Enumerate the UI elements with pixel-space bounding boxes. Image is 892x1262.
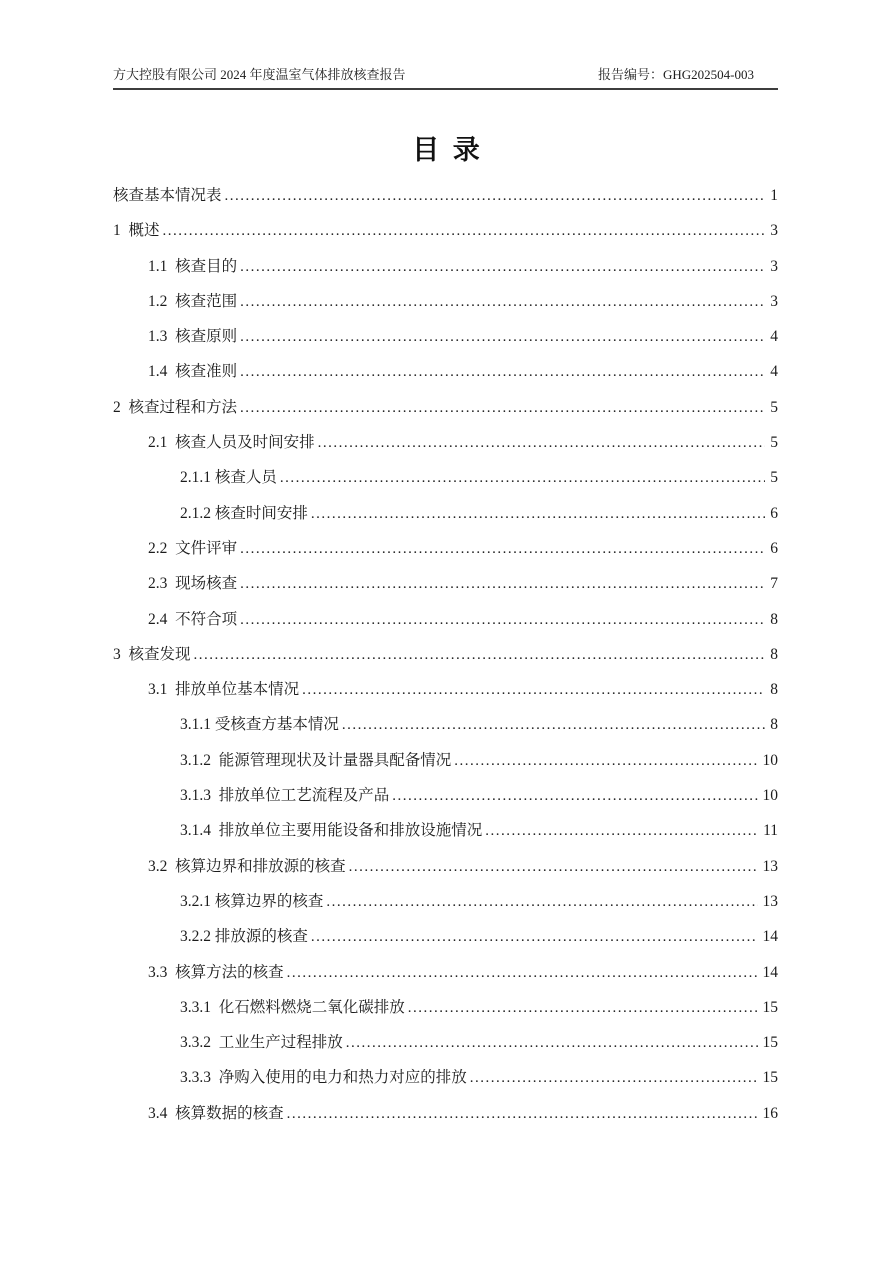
toc-entry-label: 3.3.1 化石燃料燃烧二氧化碳排放 xyxy=(180,998,405,1016)
toc-page-number: 1 xyxy=(770,187,778,204)
toc-page-number: 6 xyxy=(770,539,778,557)
toc-dot-leader xyxy=(240,391,765,426)
toc-entry-label: 3.3.3 净购入使用的电力和热力对应的排放 xyxy=(180,1069,467,1087)
toc-dot-leader xyxy=(240,532,765,567)
toc-dot-leader xyxy=(302,673,765,708)
toc-dot-leader xyxy=(349,850,758,885)
toc-entry xyxy=(113,460,778,495)
toc-dot-leader xyxy=(240,603,765,638)
toc-dot-leader xyxy=(280,461,765,496)
toc-entry-label: 1.1 核查目的 xyxy=(148,257,238,275)
toc-entry-label: 3.1 排放单位基本情况 xyxy=(148,681,300,699)
toc-entry xyxy=(113,1025,778,1060)
toc-entry-label: 3.1.4 排放单位主要用能设备和排放设施情况 xyxy=(180,822,483,840)
toc-page-number: 14 xyxy=(762,928,778,946)
toc-page-number: 16 xyxy=(762,1104,778,1122)
toc-entry-label: 3.2.1 核算边界的核查 xyxy=(180,892,324,910)
toc-entry-label: 3.2.2 排放源的核查 xyxy=(180,928,308,946)
toc-dot-leader xyxy=(194,638,766,673)
toc-entry-label: 2.1.2 核查时间安排 xyxy=(180,504,308,522)
toc-page-number: 15 xyxy=(762,1034,778,1052)
toc-page-number: 4 xyxy=(770,363,778,381)
toc-entry xyxy=(113,919,778,954)
toc-dot-leader xyxy=(287,1097,758,1132)
toc-entry-label: 3.1.3 排放单位工艺流程及产品 xyxy=(180,787,390,805)
toc-page-number: 10 xyxy=(762,751,778,769)
toc-entry-label: 3.3 核算方法的核查 xyxy=(148,963,284,981)
toc-entry xyxy=(113,778,778,813)
toc-page-number: 10 xyxy=(762,787,778,805)
toc-page-number: 11 xyxy=(763,822,778,840)
toc-entry-label: 核查基本情况表 xyxy=(113,187,222,204)
toc-dot-leader xyxy=(470,1061,758,1096)
toc-entry-label: 2 核查过程和方法 xyxy=(113,398,238,416)
toc-dot-leader xyxy=(240,250,765,285)
toc-dot-leader xyxy=(287,956,758,991)
toc-entry-label: 1.3 核查原则 xyxy=(148,328,238,346)
page-header xyxy=(113,66,778,90)
toc-page-number: 3 xyxy=(770,222,778,240)
toc-entry-label: 1.2 核查范围 xyxy=(148,292,238,310)
toc-entry xyxy=(113,602,778,637)
toc-entry xyxy=(113,743,778,778)
toc-dot-leader xyxy=(326,885,757,920)
toc-title: 目 录 xyxy=(412,135,480,165)
toc-page-number: 6 xyxy=(770,504,778,522)
toc-dot-leader xyxy=(392,779,757,814)
toc-entry-label: 3.1.2 能源管理现状及计量器具配备情况 xyxy=(180,751,452,769)
toc-entry xyxy=(113,425,778,460)
toc-entry-label: 2.3 现场核查 xyxy=(148,575,238,593)
toc-entry-label: 3.1.1 受核查方基本情况 xyxy=(180,716,339,734)
toc-entry-label: 1 概述 xyxy=(113,222,160,240)
toc-page-number: 3 xyxy=(770,257,778,275)
toc-dot-leader xyxy=(311,920,758,955)
toc-page-number: 14 xyxy=(762,963,778,981)
toc-dot-leader xyxy=(240,355,765,390)
toc-entry xyxy=(113,813,778,848)
toc-page-number: 8 xyxy=(770,610,778,628)
toc-entry xyxy=(113,849,778,884)
toc-dot-leader xyxy=(311,497,765,532)
toc-entry xyxy=(113,672,778,707)
toc-dot-leader xyxy=(342,708,765,743)
toc-entry xyxy=(113,213,778,248)
toc-page-number: 15 xyxy=(762,1069,778,1087)
toc-page-number: 8 xyxy=(770,716,778,734)
toc-page-number: 7 xyxy=(770,575,778,593)
toc-dot-leader xyxy=(240,567,765,602)
toc-page-number: 13 xyxy=(762,857,778,875)
toc-entry xyxy=(113,531,778,566)
toc-dot-leader xyxy=(225,179,766,214)
toc-dot-leader xyxy=(408,991,758,1026)
toc-dot-leader xyxy=(346,1026,758,1061)
toc-entry-label: 3 核查发现 xyxy=(113,645,191,663)
toc-entry xyxy=(113,707,778,742)
toc-page-number: 5 xyxy=(770,469,778,487)
toc-entry xyxy=(113,955,778,990)
toc-dot-leader xyxy=(163,214,766,249)
toc-page-number: 4 xyxy=(770,328,778,346)
toc-entry xyxy=(113,284,778,319)
header-document-title: 方大控股有限公司 2024 年度温室气体排放核查报告 xyxy=(113,67,406,82)
toc-entry-label: 3.4 核算数据的核查 xyxy=(148,1104,284,1122)
toc-dot-leader xyxy=(318,426,766,461)
toc-dot-leader xyxy=(240,285,765,320)
toc-entry xyxy=(113,390,778,425)
toc-entry-label: 2.2 文件评审 xyxy=(148,539,238,557)
toc-entry-label: 3.2 核算边界和排放源的核查 xyxy=(148,857,346,875)
toc-entry xyxy=(113,990,778,1025)
toc-entry-label: 2.1.1 核查人员 xyxy=(180,469,277,487)
toc-entry xyxy=(113,884,778,919)
toc-entry-label: 2.4 不符合项 xyxy=(148,610,238,628)
toc-page-number: 8 xyxy=(770,681,778,699)
toc-page-number: 8 xyxy=(770,645,778,663)
toc-entry xyxy=(113,566,778,601)
toc-entry xyxy=(113,1096,778,1131)
header-report-number: 报告编号：GHG202504-003 xyxy=(598,67,754,82)
toc-dot-leader xyxy=(240,320,765,355)
toc-dot-leader xyxy=(485,814,758,849)
toc-entry xyxy=(113,319,778,354)
toc-entry xyxy=(113,496,778,531)
toc-entry xyxy=(113,249,778,284)
toc-page-number: 3 xyxy=(770,292,778,310)
toc-dot-leader xyxy=(454,744,757,779)
toc-page-number: 5 xyxy=(770,434,778,452)
toc-page-number: 15 xyxy=(762,998,778,1016)
toc-entry xyxy=(113,1060,778,1095)
toc-page-number: 13 xyxy=(762,892,778,910)
toc-page-number: 5 xyxy=(770,398,778,416)
toc-entry xyxy=(113,354,778,389)
toc-entry xyxy=(113,637,778,672)
toc-entry-label: 3.3.2 工业生产过程排放 xyxy=(180,1034,343,1052)
toc-entry-label: 2.1 核查人员及时间安排 xyxy=(148,434,315,452)
toc-entry-label: 1.4 核查准则 xyxy=(148,363,238,381)
toc-list xyxy=(113,178,778,1131)
toc-entry xyxy=(113,178,778,213)
